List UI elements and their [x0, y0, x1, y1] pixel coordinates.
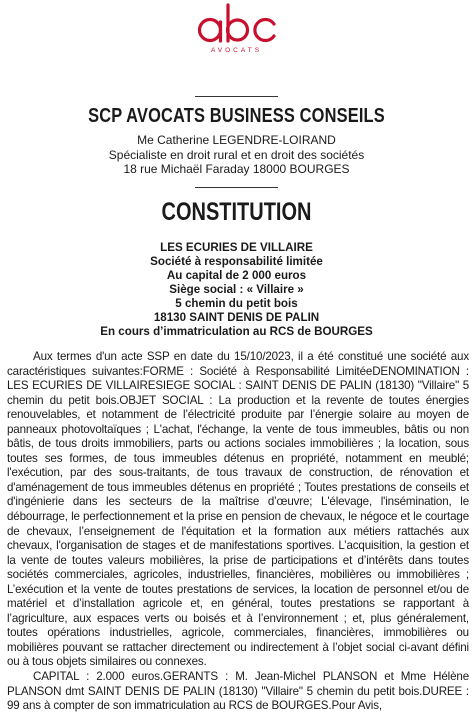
company-registration: En cours d’immatriculation au RCS de BOURGES [100, 325, 373, 338]
firm-name: SCP AVOCATS BUSINESS CONSEILS [88, 105, 385, 127]
company-details [0, 241, 473, 339]
lawyer-name: Me Catherine LEGENDRE-LOIRAND [137, 133, 336, 147]
firm-address: 18 rue Michaël Faraday 18000 BOURGES [123, 162, 350, 177]
notice-paragraph-main: Aux termes d'un acte SSP en date du 15/10/2023, il a été constitué une société aux caractéristiques suivantes:FORME : Société à Responsabilité LimitéeDENOMINATION : LES ECURIES DE VILLAIRESIEGE SOCIAL : SAINT DENIS DE PALIN (18130) "Villaire" 5 chemin du petit bois.OBJET SOCIAL : La production et la revente de toutes énergies renouvelables, et notamment de l’électricité produite par l’énergie solaire au moyen de panneaux photovoltaïques ; L'achat, l'échange, la vente de tous immeubles, bâtis ou non bâtis, de tous droits immobiliers, parts ou actions sociales immobilières ; la location, sous toutes ses formes, de tous immeubles détenus en propriété, notamment en meublé; l'exécution, par des sous-traitants, de tous travaux de construction, de rénovation et d'aménagement de tous immeubles détenus en propriété ; Toutes prestations de conseils et d'ingénierie dans les secteurs de la maîtrise d’œuvre; L'élevage, l'insémination, le débourrage, le perfectionnement et la prise en pension de chevaux, le négoce et le courtage de chevaux, l’enseignement de l'équitation et la formation aux métiers rattachés aux chevaux, l'organisation de stages et de manifestations sportives. L’acquisition, la gestion et la vente de toutes valeurs mobilières, la prise de participations et d’intérêts dans toutes sociétés commerciales, agricoles, industrielles, financières, mobilières ou immobilières ; L’exécution et la vente de toutes prestations de services, la location de personnel et/ou de matériel et d’installation agricole et, en général, toutes prestations se rapportant à l’agriculture, aux espaces verts ou boisés et à l’environnement ; et, plus généralement, toutes opérations industrielles, agricole, commerciales, financières, immobilières ou mobilières pouvant se rattacher directement ou indirectement à l’objet social ci-avant défini ou à tous objets similaires ou connexes. [7, 350, 469, 669]
divider-top [195, 96, 278, 97]
notice-paragraph-capital: CAPITAL : 2.000 euros.GERANTS : M. Jean-Michel PLANSON et Mme Hélène PLANSON dmt SAINT DENIS DE PALIN (18130) "Villaire" 5 chemin du petit bois.DUREE : 99 ans à compter de son immatriculation au RCS de BOURGES.Pour Avis, [7, 670, 469, 713]
divider-middle [195, 187, 278, 188]
company-seat: Siège social : « Villaire » [169, 283, 304, 296]
firm-logo [0, 0, 473, 70]
notice-body [7, 350, 469, 714]
firm-contact [0, 133, 473, 177]
logo-subtitle: AVOCATS [210, 47, 263, 54]
notice-title: CONSTITUTION [161, 198, 312, 226]
company-city: 18130 SAINT DENIS DE PALIN [153, 311, 320, 324]
company-name: LES ECURIES DE VILLAIRE [160, 241, 313, 254]
abc-logo-icon [195, 2, 280, 48]
company-form: Société à responsabilité limitée [150, 255, 323, 268]
company-capital: Au capital de 2 000 euros [166, 269, 307, 282]
company-street: 5 chemin du petit bois [175, 297, 298, 310]
lawyer-specialty: Spécialiste en droit rural et en droit des sociétés [108, 147, 365, 162]
